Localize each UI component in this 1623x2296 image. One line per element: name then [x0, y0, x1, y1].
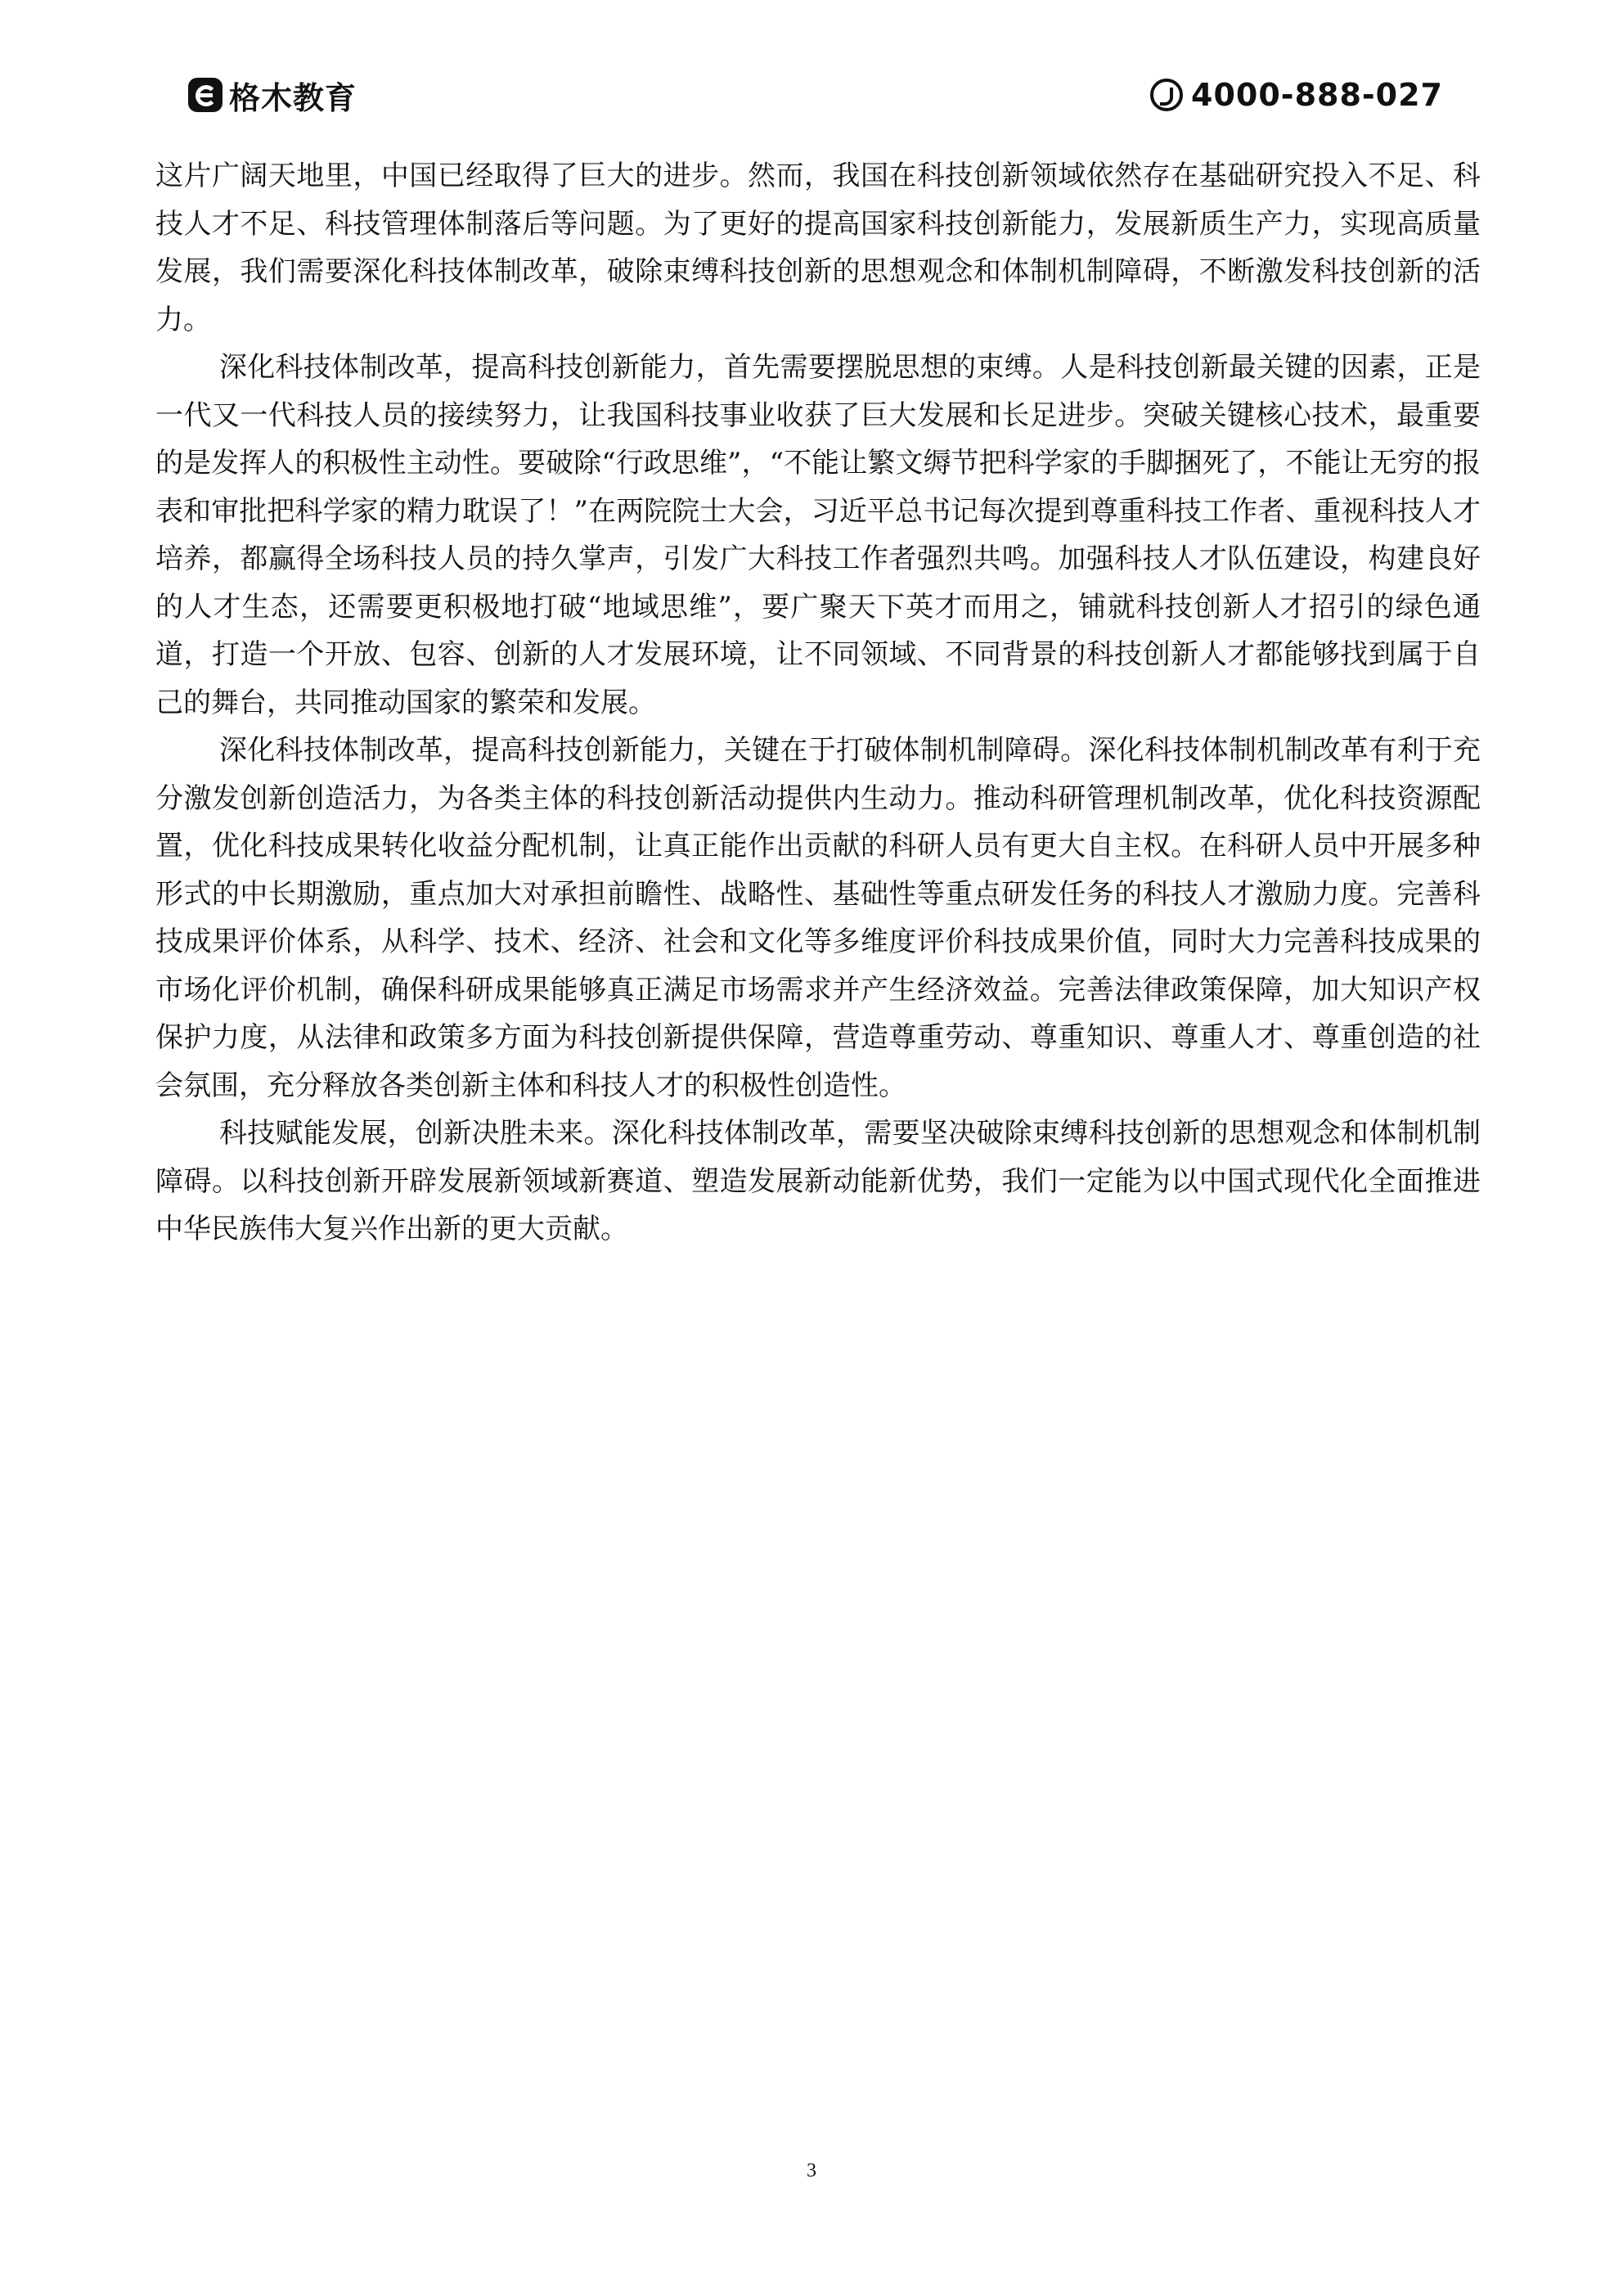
paragraph: 这片广阔天地里，中国已经取得了巨大的进步。然而，我国在科技创新领域依然存在基础研究投入不足、科技人才不足、科技管理体制落后等问题。为了更好的提高国家科技创新能力，发展新质生产力，实现高质量发展，我们需要深化科技体制改革，破除束缚科技创新的思想观念和体制机制障碍，不断激发科技创新的活力。 [155, 160, 1481, 336]
paragraph: 深化科技体制改革，提高科技创新能力，首先需要摆脱思想的束缚。人是科技创新最关键的因素，正是一代又一代科技人员的接续努力，让我国科技事业收获了巨大发展和长足进步。突破关键核心技术，最重要的是发挥人的积极性主动性。要破除“行政思维”，“不能让繁文缛节把科学家的手脚捆死了，不能让无穷的报表和审批把科学家的精力耽误了！”在两院院士大会，习近平总书记每次提到尊重科技工作者、重视科技人才培养，都赢得全场科技人员的持久掌声，引发广大科技工作者强烈共鸣。加强科技人才队伍建设，构建良好的人才生态，还需要更积极地打破“地域思维”，要广聚天下英才而用之，铺就科技创新人才招引的绿色通道，打造一个开放、包容、创新的人才发展环境，让不同领域、不同背景的科技创新人才都能够找到属于自己的舞台，共同推动国家的繁荣和发展。 [155, 351, 1481, 719]
page-header [0, 0, 1623, 164]
paragraph: 深化科技体制改革，提高科技创新能力，关键在于打破体制机制障碍。深化科技体制机制改革有利于充分激发创新创造活力，为各类主体的科技创新活动提供内生动力。推动科研管理机制改革，优化科技资源配置，优化科技成果转化收益分配机制，让真正能作出贡献的科研人员有更大自主权。在科研人员中开展多种形式的中长期激励，重点加大对承担前瞻性、战略性、基础性等重点研发任务的科技人才激励力度。完善科技成果评价体系，从科学、技术、经济、社会和文化等多维度评价科技成果价值，同时大力完善科技成果的市场化评价机制，确保科研成果能够真正满足市场需求并产生经济效益。完善法律政策保障，加大知识产权保护力度，从法律和政策多方面为科技创新提供保障，营造尊重劳动、尊重知识、尊重人才、尊重创造的社会氛围，充分释放各类创新主体和科技人才的积极性创造性。 [155, 734, 1481, 1102]
page-number: 3 [807, 2160, 816, 2181]
hotline-number: 4000-888-027 [1191, 77, 1443, 113]
phone-icon [1150, 79, 1183, 111]
brand-logo [188, 75, 357, 115]
brand-name: 格木教育 [229, 79, 357, 116]
document-body [155, 152, 1481, 1254]
brand-mark-icon [188, 78, 223, 112]
hotline [1150, 75, 1443, 115]
paragraph: 科技赋能发展，创新决胜未来。深化科技体制改革，需要坚决破除束缚科技创新的思想观念和体制机制障碍。以科技创新开辟发展新领域新赛道、塑造发展新动能新优势，我们一定能为以中国式现代化全面推进中华民族伟大复兴作出新的更大贡献。 [155, 1117, 1481, 1245]
